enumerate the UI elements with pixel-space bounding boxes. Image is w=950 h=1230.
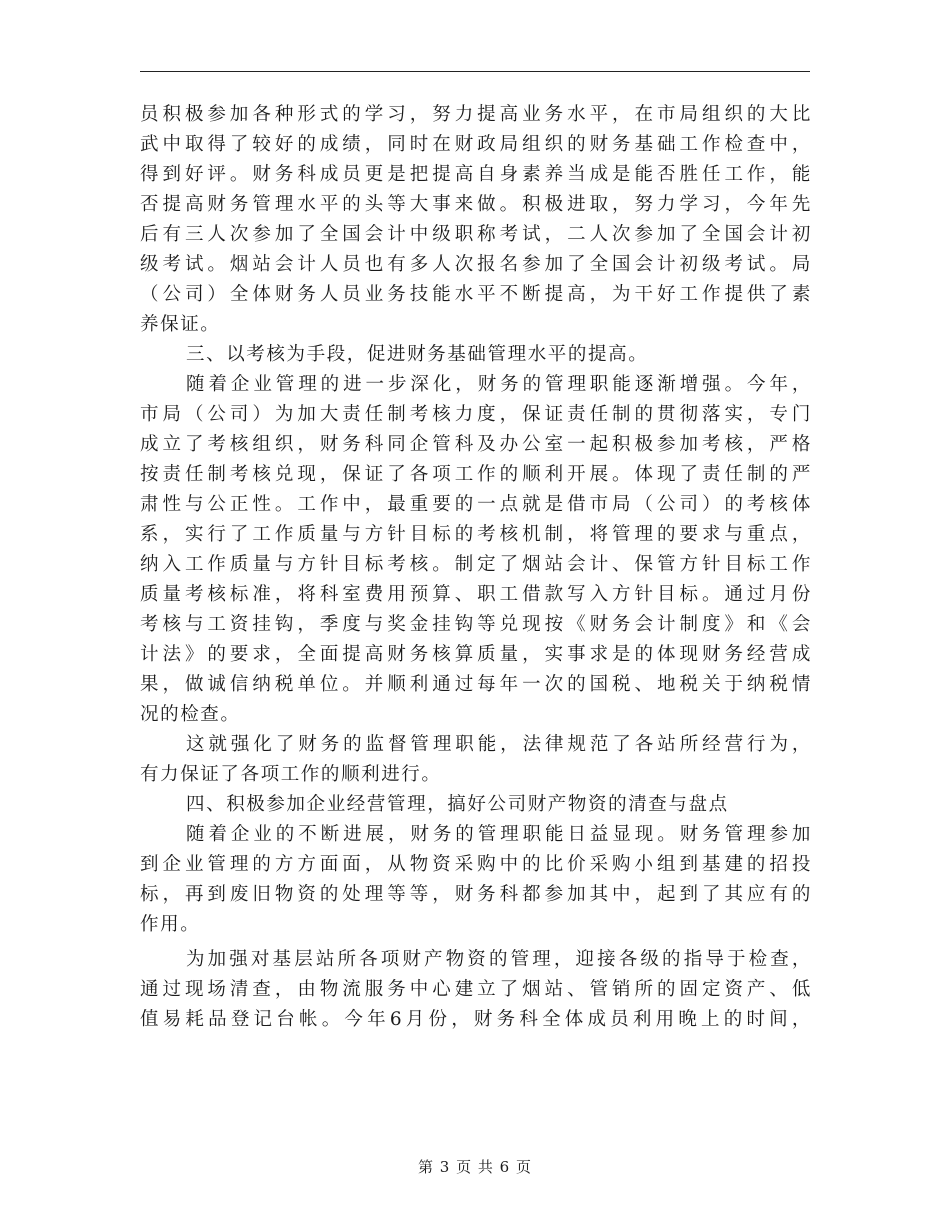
text-line: 养保证。 [140,314,221,335]
text-line: 员积极参加各种形式的学习，努力提高业务水平，在市局组织的大比 [140,104,812,125]
text-line: （公司）全体财务人员业务技能水平不断提高，为干好工作提供了素 [140,284,812,305]
text-line: 级考试。烟站会计人员也有多人次报名参加了全国会计初级考试。局 [140,254,812,275]
text-line: 考核与工资挂钩，季度与奖金挂钩等兑现按《财务会计制度》和《会 [140,614,812,635]
page-number-footer: 第 3 页 共 6 页 [418,1158,532,1176]
text-line: 标，再到废旧物资的处理等等，财务科都参加其中，起到了其应有的 [140,884,812,905]
text-line: 后有三人次参加了全国会计中级职称考试，二人次参加了全国会计初 [140,224,812,245]
text-line: 随着企业的不断进展，财务的管理职能日益显现。财务管理参加 [186,824,812,845]
text-line: 计法》的要求，全面提高财务核算质量，实事求是的体现财务经营成 [140,644,812,665]
text-line: 肃性与公正性。工作中，最重要的一点就是借市局（公司）的考核体 [140,494,812,515]
section-heading: 三、以考核为手段，促进财务基础管理水平的提高。 [186,344,649,365]
text-line: 通过现场清查，由物流服务中心建立了烟站、管销所的固定资产、低 [140,979,812,1000]
text-line: 作用。 [140,914,201,935]
text-line: 到企业管理的方方面面，从物资采购中的比价采购小组到基建的招投 [140,854,812,875]
text-line: 否提高财务管理水平的头等大事来做。积极进取，努力学习，今年先 [140,194,812,215]
text-line: 值易耗品登记台帐。今年6月份，财务科全体成员利用晚上的时间， [140,1009,812,1030]
text-line: 随着企业管理的进一步深化，财务的管理职能逐渐增强。今年， [186,374,812,395]
text-line: 成立了考核组织，财务科同企管科及办公室一起积极参加考核，严格 [140,434,812,455]
text-line: 系，实行了工作质量与方针目标的考核机制，将管理的要求与重点， [140,524,812,545]
text-line: 纳入工作质量与方针目标考核。制定了烟站会计、保管方针目标工作 [140,554,812,575]
text-line: 按责任制考核兑现，保证了各项工作的顺利开展。体现了责任制的严 [140,464,812,485]
header-rule [140,71,810,72]
text-line: 质量考核标准，将科室费用预算、职工借款写入方针目标。通过月份 [140,584,812,605]
text-line: 为加强对基层站所各项财产物资的管理，迎接各级的指导于检查， [186,949,812,970]
text-line: 果，做诚信纳税单位。并顺利通过每年一次的国税、地税关于纳税情 [140,674,812,695]
text-line: 市局（公司）为加大责任制考核力度，保证责任制的贯彻落实，专门 [140,404,812,425]
text-line: 况的检查。 [140,704,241,725]
section-heading: 四、积极参加企业经营管理，搞好公司财产物资的清查与盘点 [186,794,729,815]
text-line: 武中取得了较好的成绩，同时在财政局组织的财务基础工作检查中， [140,134,812,155]
text-line: 有力保证了各项工作的顺利进行。 [140,764,442,785]
text-line: 这就强化了财务的监督管理职能，法律规范了各站所经营行为， [186,734,812,755]
text-line: 得到好评。财务科成员更是把提高自身素养当成是能否胜任工作，能 [140,164,812,185]
